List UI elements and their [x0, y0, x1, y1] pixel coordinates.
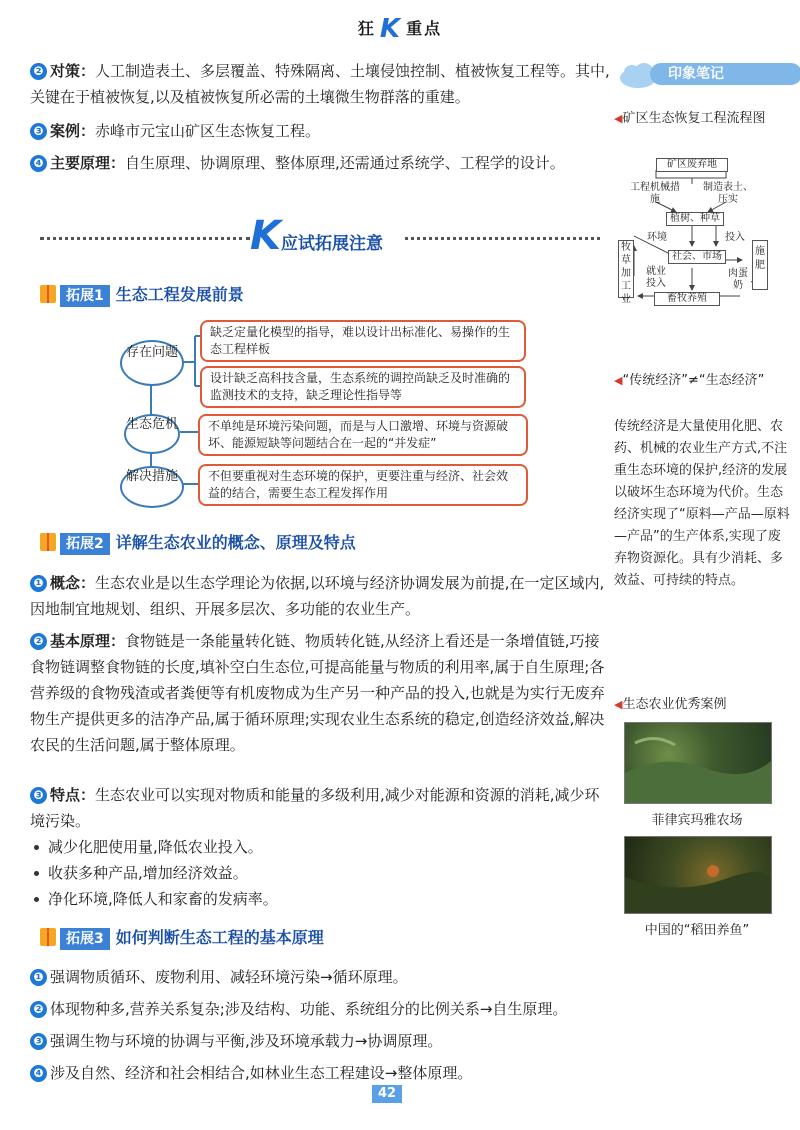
- agri-bullets: [30, 834, 610, 912]
- label: 特点：: [50, 786, 96, 804]
- number-badge: ❸: [30, 787, 47, 804]
- label: 基本原理：: [50, 632, 126, 650]
- fc-node-g: 社会、市场: [668, 250, 726, 264]
- number-badge: ❷: [30, 1001, 47, 1018]
- ext-title: 生态工程发展前景: [115, 285, 244, 304]
- photo-maya-farm-image: [625, 723, 771, 803]
- intro-p2: [30, 58, 610, 110]
- agri-concept: [30, 570, 610, 622]
- header-k-logo: K: [379, 14, 403, 44]
- banner-k-logo: K: [250, 213, 281, 259]
- ext-tag: 拓展1: [60, 285, 110, 307]
- memo-badge: [618, 60, 788, 90]
- fc-node-a: 矿区废弃地: [656, 158, 728, 172]
- photo2-caption: 中国的“稻田养鱼”: [644, 923, 750, 938]
- ext-tag: 拓展3: [60, 928, 110, 950]
- note-title: [614, 370, 790, 392]
- triangle-marker-icon: ◀: [614, 698, 623, 711]
- list-item: 净化环境,降低人和家畜的发病率。: [30, 886, 610, 912]
- paragraph-text: 人工制造表土、多层覆盖、特殊隔离、土壤侵蚀控制、植被恢复工程等。其中,关键在于植被恢复,以及植被恢复所必需的土壤微生物群落的重建。: [30, 62, 610, 106]
- triangle-marker-icon: ◀: [614, 112, 623, 125]
- paragraph-text: 生态农业可以实现对物质和能量的多级利用,减少对能源和资源的消耗,减少环境污染。: [30, 786, 600, 830]
- book-icon: [40, 533, 56, 551]
- ext3-heading: [40, 925, 324, 947]
- photo-maya-farm: [624, 722, 772, 804]
- flowchart: [616, 156, 776, 316]
- photo-rice-fish: [624, 836, 772, 914]
- node-problem: 存在问题: [120, 340, 184, 386]
- divider-left: [40, 237, 250, 240]
- number-badge: ❹: [30, 1065, 47, 1082]
- note-text: 传统经济是大量使用化肥、农药、机械的农业生产方式,不注重生态环境的保护,经济的发展以破坏生态环境为代价。生态经济实现了“原料—产品—原料—产品”的生产体系,实现了废弃物资源化。具有少消耗、多效益、可持续的特点。: [614, 419, 790, 588]
- fc-node-h: 牧草加工业: [618, 240, 634, 298]
- caption-text: 矿区生态恢复工程流程图: [622, 111, 766, 126]
- number-badge: ❶: [30, 575, 47, 592]
- ext1-heading: [40, 282, 244, 304]
- branch-3: 不单纯是环境污染问题，而是与人口激增、环境与资源破坏、能源短缺等问题结合在一起的“并发症”: [198, 414, 528, 456]
- header-left: 狂: [357, 19, 376, 38]
- paragraph-text: 食物链是一条能量转化链、物质转化链,从经济上看还是一条增值链,巧接食物链调整食物链的长度,填补空白生态位,可提高能量与物质的利用率,属于自生原理;各营养级的食物残渣或者粪便等有机废物成为生产另一种产品的投入,也就是为实行无废弃物生产提供更多的洁净产品,属于循环原理;实现农业生态系统的稳定,创造经济效益,解决农民的生活问题,属于整体原理。: [30, 632, 605, 754]
- fc-node-i: 就业投入: [646, 266, 666, 289]
- label: 主要原理：: [50, 154, 126, 172]
- page-header: [0, 14, 800, 44]
- number-badge: ❷: [30, 633, 47, 650]
- triangle-marker-icon: ◀: [614, 374, 623, 387]
- branch-1: 缺乏定量化模型的指导，难以设计出标准化、易操作的生态工程样板: [200, 320, 526, 362]
- fc-node-c: 制造表土、压实: [703, 182, 753, 205]
- judge-list: [30, 964, 610, 1086]
- number-badge: ❸: [30, 1033, 47, 1050]
- case-title: [614, 694, 790, 716]
- fc-node-l: 畜牧养殖: [654, 292, 720, 306]
- fc-node-f: 投入: [725, 232, 745, 243]
- header-right: 重点: [406, 19, 443, 38]
- flowchart-caption: [614, 108, 790, 130]
- mindmap: [110, 314, 530, 514]
- branch-4: 不但要重视对生态环境的保护，更要注重与经济、社会效益的结合，需要生态工程发挥作用: [198, 464, 528, 506]
- fc-node-b: 工程机械措施: [630, 182, 680, 205]
- number-badge: ❶: [30, 969, 47, 986]
- ext2-heading: [40, 530, 356, 552]
- fc-node-d: 植树、种草: [666, 212, 724, 226]
- banner-title: 应试拓展注意: [281, 234, 383, 254]
- number-badge: ❷: [30, 63, 47, 80]
- note-title-text: “传统经济”≠“生态经济”: [622, 373, 765, 388]
- node-crisis: 生态危机: [124, 414, 180, 454]
- number-badge: ❸: [30, 123, 47, 140]
- memo-label: 印象笔记: [650, 63, 800, 85]
- item-text: 体现物种多,营养关系复杂;涉及结构、功能、系统组分的比例关系→自生原理。: [50, 1000, 568, 1018]
- number-badge: ❹: [30, 155, 47, 172]
- list-item: [30, 1060, 610, 1086]
- photo-rice-fish-image: [625, 837, 771, 913]
- page-number: 42: [372, 1085, 402, 1103]
- list-item: [30, 996, 610, 1022]
- fc-node-j: 肉蛋奶: [728, 268, 748, 291]
- ext-tag: 拓展2: [60, 533, 110, 555]
- paragraph-text: 赤峰市元宝山矿区生态恢复工程。: [95, 122, 321, 140]
- divider-right: [405, 237, 600, 240]
- label: 案例：: [50, 122, 96, 140]
- fc-node-e: 环境: [647, 232, 667, 243]
- ext-title: 详解生态农业的概念、原理及特点: [115, 533, 356, 552]
- list-item: 收获多种产品,增加经济效益。: [30, 860, 610, 886]
- item-text: 强调物质循环、废物利用、减轻环境污染→循环原理。: [50, 968, 408, 986]
- intro-p3: [30, 118, 610, 144]
- agri-feature: [30, 782, 610, 834]
- paragraph-text: 自生原理、协调原理、整体原理,还需通过系统学、工程学的设计。: [125, 154, 565, 172]
- list-item: [30, 964, 610, 990]
- label: 概念：: [50, 574, 96, 592]
- paragraph-text: 生态农业是以生态学理论为依据,以环境与经济协调发展为前提,在一定区域内,因地制宜地规划、组织、开展多层次、多功能的农业生产。: [30, 574, 605, 618]
- item-text: 强调生物与环境的协调与平衡,涉及环境承载力→协调原理。: [50, 1032, 443, 1050]
- fc-node-k: 施肥: [752, 240, 768, 290]
- book-icon: [40, 285, 56, 303]
- section-banner: [250, 213, 400, 259]
- photo1-caption: 菲律宾玛雅农场: [651, 813, 743, 828]
- list-item: [30, 1028, 610, 1054]
- ext-title: 如何判断生态工程的基本原理: [115, 928, 324, 947]
- agri-principle: [30, 628, 610, 758]
- branch-2: 设计缺乏高科技含量，生态系统的调控尚缺乏及时准确的监测技术的支持，缺乏理论性指导等: [200, 366, 526, 408]
- item-text: 涉及自然、经济和社会相结合,如林业生态工程建设→整体原理。: [50, 1064, 473, 1082]
- intro-p4: [30, 150, 610, 176]
- label: 对策：: [50, 62, 96, 80]
- list-item: 减少化肥使用量,降低农业投入。: [30, 834, 610, 860]
- node-solution: 解决措施: [120, 466, 184, 508]
- book-icon: [40, 928, 56, 946]
- case-title-text: 生态农业优秀案例: [622, 697, 727, 712]
